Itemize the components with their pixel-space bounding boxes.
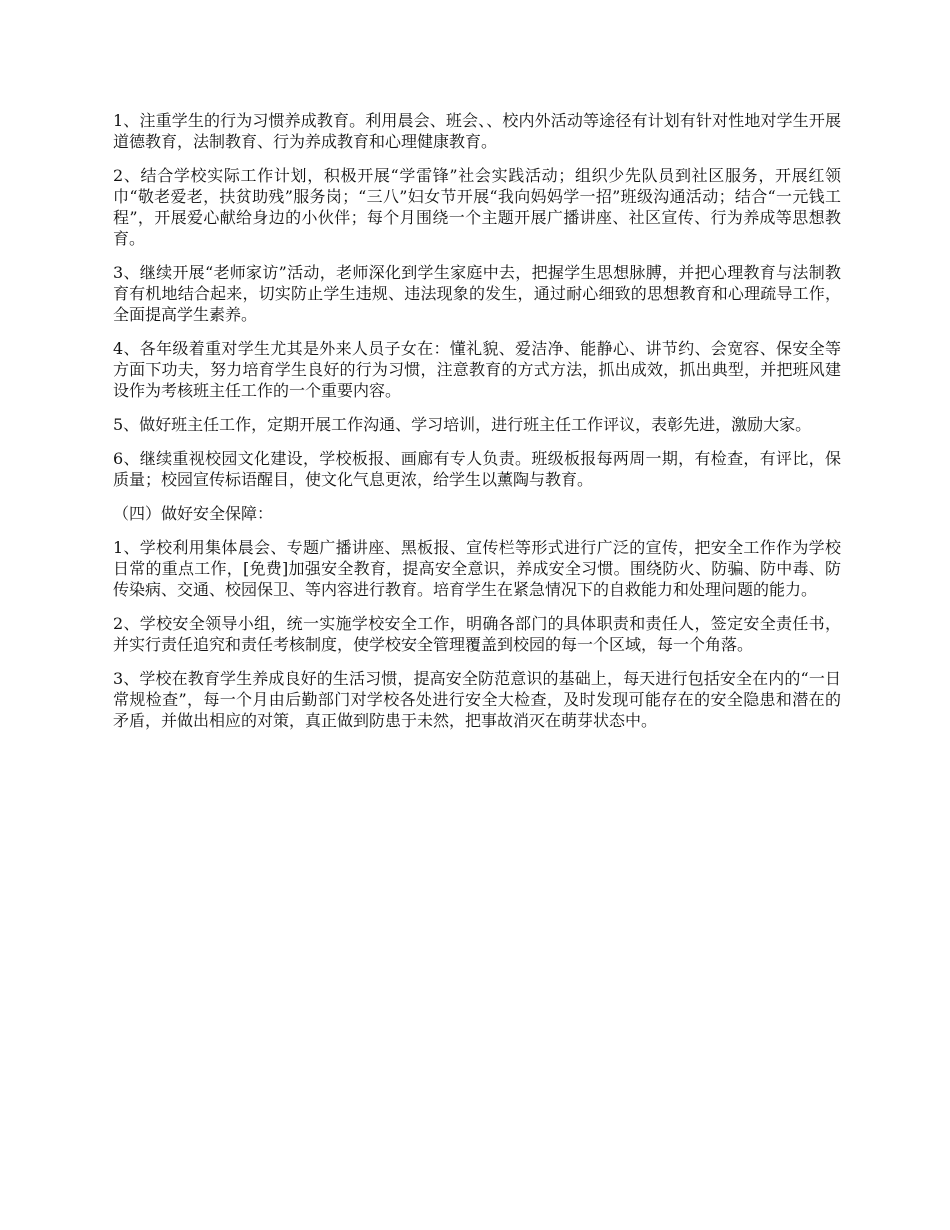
paragraph-campus-culture: 6、继续重视校园文化建设，学校板报、画廊有专人负责。班级板报每两周一期，有检查，有评比，保质量；校园宣传标语醒目，使文化气息更浓，给学生以薰陶与教育。 [113,449,841,489]
paragraph-behavior-habits: 1、注重学生的行为习惯养成教育。利用晨会、班会、、校内外活动等途径有计划有针对性地对学生开展道德教育，法制教育、行为养成教育和心理健康教育。 [113,111,841,151]
paragraph-class-teacher-work: 5、做好班主任工作，定期开展工作沟通、学习培训，进行班主任工作评议，表彰先进，激励大家。 [113,415,812,434]
paragraph-safety-leadership: 2、学校安全领导小组，统一实施学校安全工作，明确各部门的具体职责和责任人，签定安全责任书，并实行责任追究和责任考核制度，使学校安全管理覆盖到校园的每一个区域，每一个角落。 [113,614,841,654]
document-body [113,110,841,744]
section-heading-safety: （四）做好安全保障： [113,504,274,523]
paragraph-home-visits: 3、继续开展“老师家访”活动，老师深化到学生家庭中去，把握学生思想脉膊，并把心理教育与法制教育有机地结合起来，切实防止学生违规、违法现象的发生，通过耐心细致的思想教育和心理疏导工作，全面提高学生素养。 [113,263,841,324]
paragraph-safety-inspection: 3、学校在教育学生养成良好的生活习惯，提高安全防范意识的基础上，每天进行包括安全在内的“一日常规检查”，每一个月由后勤部门对学校各处进行安全大检查，及时发现可能存在的安全隐患和潜在的矛盾，并做出相应的对策，真正做到防患于未然，把事故消灭在萌芽状态中。 [113,669,841,730]
paragraph-safety-publicity: 1、学校利用集体晨会、专题广播讲座、黑板报、宣传栏等形式进行广泛的宣传，把安全工作作为学校日常的重点工作，[免费]加强安全教育，提高安全意识，养成安全习惯。围绕防火、防骗、防中毒、防传染病、交通、校园保卫、等内容进行教育。培育学生在紧急情况下的自救能力和处理问题的能力。 [113,538,841,599]
paragraph-grade-focus: 4、各年级着重对学生尤其是外来人员子女在：懂礼貌、爱洁净、能静心、讲节约、会宽容、保安全等方面下功夫，努力培育学生良好的行为习惯，注意教育的方式方法，抓出成效，抓出典型，并把班风建设作为考核班主任工作的一个重要内容。 [113,339,841,400]
paragraph-social-practice: 2、结合学校实际工作计划，积极开展“学雷锋”社会实践活动；组织少先队员到社区服务，开展红领巾“敬老爱老，扶贫助残”服务岗；“三八”妇女节开展“我向妈妈学一招”班级沟通活动；结合“一元钱工程”，开展爱心献给身边的小伙伴；每个月围绕一个主题开展广播讲座、社区宣传、行为养成等思想教育。 [113,166,841,248]
